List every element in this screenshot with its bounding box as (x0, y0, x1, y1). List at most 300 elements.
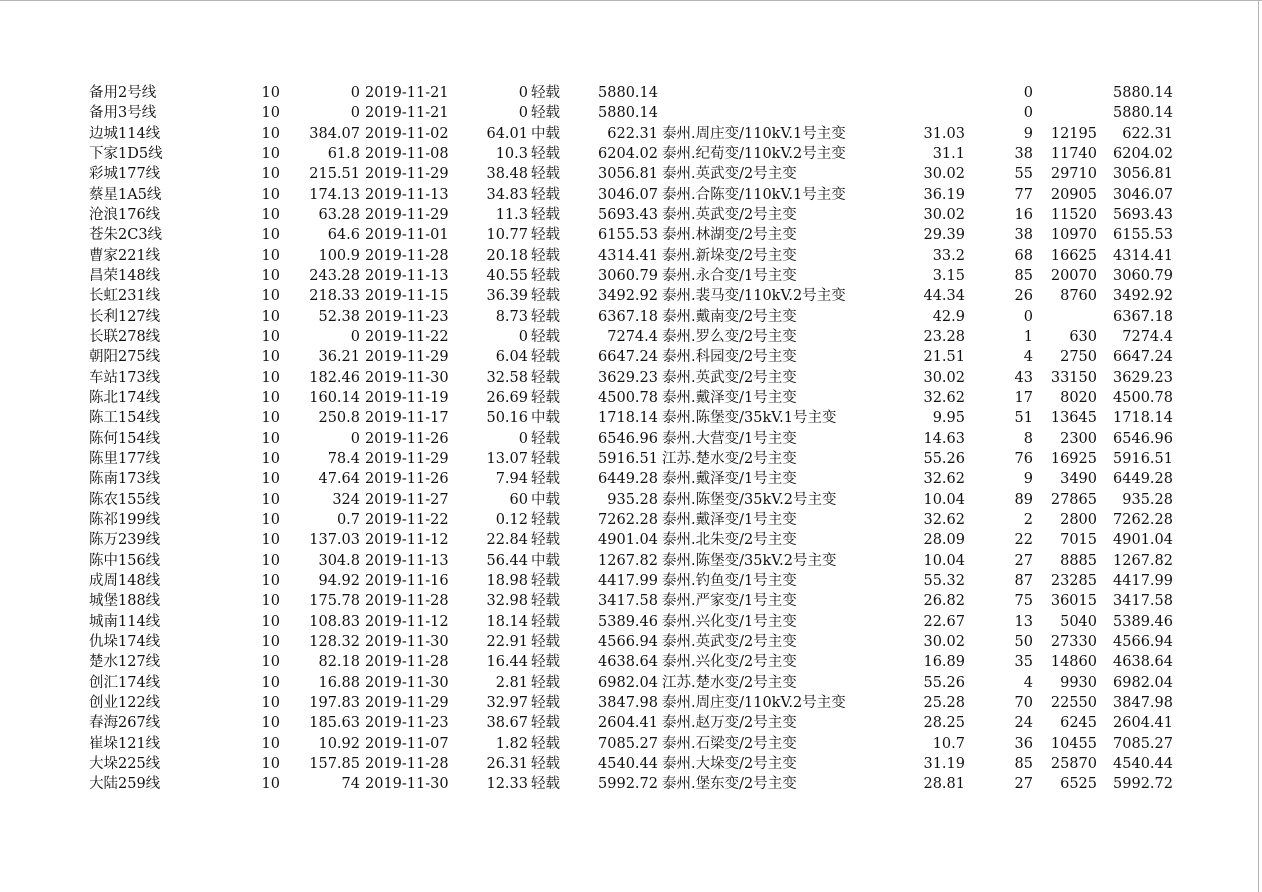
voltage-cell: 10 (261, 227, 280, 244)
load-status-cell: 轻载 (531, 145, 560, 162)
date-cell: 2019-11-08 (365, 145, 449, 162)
transformer-cell: 泰州.兴化变/2号主变 (662, 654, 797, 671)
capacity-cell: 6367.18 (598, 308, 658, 325)
voltage-cell: 10 (261, 715, 280, 732)
capacity-cell: 6546.96 (598, 430, 658, 447)
transformer-cell: 泰州.兴化变/1号主变 (662, 613, 797, 630)
current-cell: 304.8 (318, 552, 360, 569)
line-name-cell: 陈北174线 (89, 389, 161, 406)
table-row (0, 286, 1255, 306)
capacity-cell: 3046.07 (598, 186, 658, 203)
load-rate-cell: 32.98 (486, 593, 528, 610)
capacity-cell: 622.31 (607, 125, 658, 142)
available-capacity-cell: 5880.14 (1113, 85, 1173, 101)
user-count-cell: 22 (1014, 532, 1033, 549)
date-cell: 2019-11-22 (365, 511, 449, 528)
capacity-cell: 6155.53 (598, 227, 658, 244)
load-status-cell: 中载 (531, 552, 560, 569)
date-cell: 2019-11-13 (365, 552, 449, 569)
voltage-cell: 10 (261, 511, 280, 528)
transformer-cell: 泰州.大营变/1号主变 (662, 430, 797, 447)
voltage-cell: 10 (261, 247, 280, 264)
capacity-cell: 5693.43 (598, 206, 658, 223)
transformer-cell: 泰州.罗么变/2号主变 (662, 328, 797, 345)
line-name-cell: 长联278线 (89, 328, 161, 345)
line-name-cell: 边城114线 (89, 125, 161, 142)
user-capacity-cell: 2750 (1060, 349, 1097, 366)
load-status-cell: 轻载 (531, 430, 560, 447)
user-count-cell: 77 (1014, 186, 1033, 203)
user-capacity-cell: 11520 (1050, 206, 1097, 223)
voltage-cell: 10 (261, 735, 280, 752)
capacity-cell: 4566.94 (598, 633, 658, 650)
transformer-rate-cell: 10.04 (923, 491, 965, 508)
transformer-cell: 泰州.钓鱼变/1号主变 (662, 572, 797, 589)
load-rate-cell: 18.98 (486, 572, 528, 589)
line-name-cell: 楚水127线 (89, 654, 161, 671)
capacity-cell: 4417.99 (598, 572, 658, 589)
current-cell: 108.83 (309, 613, 360, 630)
date-cell: 2019-11-29 (365, 166, 449, 183)
load-rate-cell: 10.3 (495, 145, 528, 162)
load-rate-cell: 40.55 (486, 267, 528, 284)
available-capacity-cell: 4638.64 (1113, 654, 1173, 671)
load-rate-cell: 26.69 (486, 389, 528, 406)
load-rate-cell: 32.58 (486, 369, 528, 386)
load-status-cell: 轻载 (531, 593, 560, 610)
transformer-rate-cell: 22.67 (923, 613, 965, 630)
date-cell: 2019-11-12 (365, 613, 449, 630)
date-cell: 2019-11-12 (365, 532, 449, 549)
user-count-cell: 1 (1023, 328, 1033, 345)
user-capacity-cell: 3490 (1060, 471, 1097, 488)
user-count-cell: 35 (1014, 654, 1033, 671)
available-capacity-cell: 622.31 (1122, 125, 1173, 142)
available-capacity-cell: 6204.02 (1113, 145, 1173, 162)
transformer-cell: 泰州.科园变/2号主变 (662, 349, 797, 366)
user-capacity-cell: 8885 (1060, 552, 1097, 569)
voltage-cell: 10 (261, 166, 280, 183)
table-row (0, 490, 1255, 510)
voltage-cell: 10 (261, 349, 280, 366)
load-status-cell: 中载 (531, 410, 560, 427)
line-name-cell: 备用2号线 (89, 85, 157, 101)
date-cell: 2019-11-29 (365, 450, 449, 467)
load-status-cell: 轻载 (531, 105, 560, 122)
line-name-cell: 创业122线 (89, 694, 161, 711)
load-status-cell: 中载 (531, 491, 560, 508)
table-row (0, 591, 1255, 611)
table-row (0, 164, 1255, 184)
load-rate-cell: 7.94 (495, 471, 528, 488)
table-row (0, 693, 1255, 713)
transformer-cell: 泰州.戴南变/2号主变 (662, 308, 797, 325)
available-capacity-cell: 6367.18 (1113, 308, 1173, 325)
available-capacity-cell: 4566.94 (1113, 633, 1173, 650)
capacity-cell: 6982.04 (598, 674, 658, 691)
transformer-rate-cell: 31.19 (923, 755, 965, 772)
user-capacity-cell: 16625 (1050, 247, 1097, 264)
capacity-cell: 4638.64 (598, 654, 658, 671)
transformer-rate-cell: 31.1 (932, 145, 965, 162)
transformer-rate-cell: 30.02 (923, 166, 965, 183)
user-capacity-cell: 25870 (1050, 755, 1097, 772)
line-name-cell: 长利127线 (89, 308, 161, 325)
transformer-rate-cell: 26.82 (923, 593, 965, 610)
current-cell: 215.51 (309, 166, 360, 183)
load-status-cell: 轻载 (531, 186, 560, 203)
available-capacity-cell: 3492.92 (1113, 288, 1173, 305)
load-rate-cell: 22.84 (486, 532, 528, 549)
table-row (0, 449, 1255, 469)
user-capacity-cell: 13645 (1050, 410, 1097, 427)
transformer-rate-cell: 21.51 (923, 349, 965, 366)
line-name-cell: 仇垛174线 (89, 633, 161, 650)
capacity-cell: 4540.44 (598, 755, 658, 772)
table-row (0, 652, 1255, 672)
line-name-cell: 蔡星1A5线 (89, 186, 162, 203)
line-name-cell: 城堡188线 (89, 593, 161, 610)
voltage-cell: 10 (261, 206, 280, 223)
current-cell: 0 (350, 105, 360, 122)
available-capacity-cell: 4417.99 (1113, 572, 1173, 589)
transformer-rate-cell: 55.26 (923, 450, 965, 467)
load-rate-cell: 64.01 (486, 125, 528, 142)
transformer-cell: 泰州.北朱变/2号主变 (662, 532, 797, 549)
date-cell: 2019-11-01 (365, 227, 449, 244)
available-capacity-cell: 7262.28 (1113, 511, 1173, 528)
transformer-cell: 泰州.纪荀变/110kV.2号主变 (662, 145, 846, 162)
line-name-cell: 陈中156线 (89, 552, 161, 569)
user-count-cell: 26 (1014, 288, 1033, 305)
capacity-cell: 5389.46 (598, 613, 658, 630)
voltage-cell: 10 (261, 694, 280, 711)
transformer-cell: 泰州.严家变/1号主变 (662, 593, 797, 610)
user-count-cell: 38 (1014, 227, 1033, 244)
voltage-cell: 10 (261, 532, 280, 549)
current-cell: 10.92 (318, 735, 360, 752)
current-cell: 175.78 (309, 593, 360, 610)
user-count-cell: 8 (1023, 430, 1033, 447)
capacity-cell: 5880.14 (598, 105, 658, 122)
user-capacity-cell: 20070 (1050, 267, 1097, 284)
user-count-cell: 17 (1014, 389, 1033, 406)
user-capacity-cell: 10970 (1050, 227, 1097, 244)
voltage-cell: 10 (261, 633, 280, 650)
user-capacity-cell: 7015 (1060, 532, 1097, 549)
line-name-cell: 大陆259线 (89, 776, 161, 793)
user-count-cell: 13 (1014, 613, 1033, 630)
table-row (0, 83, 1255, 103)
available-capacity-cell: 3046.07 (1113, 186, 1173, 203)
date-cell: 2019-11-17 (365, 410, 449, 427)
capacity-cell: 4901.04 (598, 532, 658, 549)
transformer-cell: 泰州.新垛变/2号主变 (662, 247, 797, 264)
load-status-cell: 轻载 (531, 471, 560, 488)
available-capacity-cell: 7085.27 (1113, 735, 1173, 752)
load-status-cell: 轻载 (531, 227, 560, 244)
available-capacity-cell: 5916.51 (1113, 450, 1173, 467)
voltage-cell: 10 (261, 85, 280, 101)
user-count-cell: 70 (1014, 694, 1033, 711)
transformer-rate-cell: 3.15 (932, 267, 965, 284)
user-capacity-cell: 27330 (1050, 633, 1097, 650)
current-cell: 182.46 (309, 369, 360, 386)
table-row (0, 246, 1255, 266)
available-capacity-cell: 1718.14 (1113, 410, 1173, 427)
line-name-cell: 彩城177线 (89, 166, 161, 183)
user-count-cell: 55 (1014, 166, 1033, 183)
transformer-cell: 泰州.英武变/2号主变 (662, 166, 797, 183)
transformer-rate-cell: 25.28 (923, 694, 965, 711)
transformer-rate-cell: 10.04 (923, 552, 965, 569)
load-rate-cell: 38.48 (486, 166, 528, 183)
load-rate-cell: 60 (509, 491, 528, 508)
date-cell: 2019-11-30 (365, 369, 449, 386)
transformer-cell: 泰州.赵万变/2号主变 (662, 715, 797, 732)
load-rate-cell: 38.67 (486, 715, 528, 732)
voltage-cell: 10 (261, 613, 280, 630)
page-right-border (1258, 0, 1259, 892)
current-cell: 157.85 (309, 755, 360, 772)
line-name-cell: 备用3号线 (89, 105, 157, 122)
load-rate-cell: 36.39 (486, 288, 528, 305)
load-status-cell: 轻载 (531, 349, 560, 366)
capacity-cell: 6449.28 (598, 471, 658, 488)
available-capacity-cell: 5992.72 (1113, 776, 1173, 793)
voltage-cell: 10 (261, 267, 280, 284)
transformer-rate-cell: 31.03 (923, 125, 965, 142)
table-row (0, 225, 1255, 245)
voltage-cell: 10 (261, 776, 280, 793)
load-status-cell: 轻载 (531, 755, 560, 772)
load-status-cell: 轻载 (531, 613, 560, 630)
table-row (0, 673, 1255, 693)
voltage-cell: 10 (261, 328, 280, 345)
transformer-rate-cell: 36.19 (923, 186, 965, 203)
available-capacity-cell: 5880.14 (1113, 105, 1173, 122)
user-count-cell: 51 (1014, 410, 1033, 427)
current-cell: 185.63 (309, 715, 360, 732)
load-rate-cell: 22.91 (486, 633, 528, 650)
transformer-rate-cell: 30.02 (923, 633, 965, 650)
transformer-cell: 江苏.楚水变/2号主变 (662, 450, 797, 467)
date-cell: 2019-11-22 (365, 328, 449, 345)
available-capacity-cell: 6647.24 (1113, 349, 1173, 366)
load-rate-cell: 34.83 (486, 186, 528, 203)
load-status-cell: 轻载 (531, 206, 560, 223)
table-row (0, 144, 1255, 164)
user-capacity-cell: 5040 (1060, 613, 1097, 630)
date-cell: 2019-11-30 (365, 633, 449, 650)
current-cell: 0.7 (336, 511, 360, 528)
line-name-cell: 车站173线 (89, 369, 161, 386)
user-capacity-cell: 6245 (1060, 715, 1097, 732)
user-count-cell: 89 (1014, 491, 1033, 508)
available-capacity-cell: 7274.4 (1122, 328, 1173, 345)
available-capacity-cell: 5389.46 (1113, 613, 1173, 630)
load-status-cell: 轻载 (531, 288, 560, 305)
load-status-cell: 轻载 (531, 735, 560, 752)
table-row (0, 571, 1255, 591)
transformer-cell: 泰州.英武变/2号主变 (662, 369, 797, 386)
table-row (0, 266, 1255, 286)
load-rate-cell: 11.3 (495, 206, 528, 223)
user-capacity-cell: 12195 (1050, 125, 1097, 142)
current-cell: 128.32 (309, 633, 360, 650)
voltage-cell: 10 (261, 552, 280, 569)
transformer-cell: 泰州.陈堡变/35kV.2号主变 (662, 552, 837, 569)
user-capacity-cell: 10455 (1050, 735, 1097, 752)
user-capacity-cell: 27865 (1050, 491, 1097, 508)
date-cell: 2019-11-26 (365, 471, 449, 488)
voltage-cell: 10 (261, 755, 280, 772)
table-row (0, 103, 1255, 123)
current-cell: 174.13 (309, 186, 360, 203)
date-cell: 2019-11-13 (365, 186, 449, 203)
voltage-cell: 10 (261, 410, 280, 427)
load-rate-cell: 12.33 (486, 776, 528, 793)
user-count-cell: 9 (1023, 471, 1033, 488)
transformer-rate-cell: 29.39 (923, 227, 965, 244)
date-cell: 2019-11-27 (365, 491, 449, 508)
load-rate-cell: 6.04 (495, 349, 528, 366)
voltage-cell: 10 (261, 145, 280, 162)
current-cell: 0 (350, 430, 360, 447)
current-cell: 16.88 (318, 674, 360, 691)
transformer-cell: 泰州.戴泽变/1号主变 (662, 511, 797, 528)
transformer-rate-cell: 10.7 (932, 735, 965, 752)
current-cell: 63.28 (318, 206, 360, 223)
voltage-cell: 10 (261, 369, 280, 386)
load-rate-cell: 0 (518, 85, 528, 101)
user-capacity-cell: 2800 (1060, 511, 1097, 528)
load-rate-cell: 18.14 (486, 613, 528, 630)
user-count-cell: 2 (1023, 511, 1033, 528)
line-name-cell: 成周148线 (89, 572, 161, 589)
user-capacity-cell: 630 (1069, 328, 1097, 345)
transformer-cell: 泰州.英武变/2号主变 (662, 206, 797, 223)
date-cell: 2019-11-13 (365, 267, 449, 284)
capacity-cell: 3629.23 (598, 369, 658, 386)
date-cell: 2019-11-16 (365, 572, 449, 589)
table-row (0, 551, 1255, 571)
transformer-cell: 泰州.周庄变/110kV.2号主变 (662, 694, 846, 711)
transformer-rate-cell: 28.81 (923, 776, 965, 793)
transformer-cell: 泰州.堡东变/2号主变 (662, 776, 797, 793)
transformer-rate-cell: 16.89 (923, 654, 965, 671)
user-capacity-cell: 22550 (1050, 694, 1097, 711)
load-status-cell: 轻载 (531, 369, 560, 386)
date-cell: 2019-11-26 (365, 430, 449, 447)
current-cell: 324 (332, 491, 360, 508)
current-cell: 0 (350, 85, 360, 101)
voltage-cell: 10 (261, 186, 280, 203)
capacity-cell: 7274.4 (607, 328, 658, 345)
date-cell: 2019-11-29 (365, 694, 449, 711)
date-cell: 2019-11-07 (365, 735, 449, 752)
load-status-cell: 轻载 (531, 654, 560, 671)
load-status-cell: 轻载 (531, 328, 560, 345)
capacity-cell: 3492.92 (598, 288, 658, 305)
capacity-cell: 6204.02 (598, 145, 658, 162)
load-rate-cell: 0.12 (495, 511, 528, 528)
date-cell: 2019-11-28 (365, 654, 449, 671)
capacity-cell: 5880.14 (598, 85, 658, 101)
voltage-cell: 10 (261, 450, 280, 467)
user-capacity-cell: 29710 (1050, 166, 1097, 183)
current-cell: 243.28 (309, 267, 360, 284)
load-status-cell: 轻载 (531, 166, 560, 183)
transformer-rate-cell: 30.02 (923, 369, 965, 386)
user-count-cell: 16 (1014, 206, 1033, 223)
load-status-cell: 轻载 (531, 389, 560, 406)
load-rate-cell: 20.18 (486, 247, 528, 264)
transformer-cell: 泰州.裴马变/110kV.2号主变 (662, 288, 846, 305)
load-status-cell: 轻载 (531, 674, 560, 691)
line-name-cell: 朝阳275线 (89, 349, 161, 366)
capacity-cell: 4314.41 (598, 247, 658, 264)
voltage-cell: 10 (261, 471, 280, 488)
available-capacity-cell: 935.28 (1122, 491, 1173, 508)
current-cell: 74 (341, 776, 360, 793)
user-count-cell: 24 (1014, 715, 1033, 732)
table-row (0, 530, 1255, 550)
transformer-rate-cell: 23.28 (923, 328, 965, 345)
load-status-cell: 轻载 (531, 776, 560, 793)
capacity-cell: 7262.28 (598, 511, 658, 528)
available-capacity-cell: 1267.82 (1113, 552, 1173, 569)
user-capacity-cell: 23285 (1050, 572, 1097, 589)
transformer-rate-cell: 28.09 (923, 532, 965, 549)
load-status-cell: 轻载 (531, 450, 560, 467)
current-cell: 197.83 (309, 694, 360, 711)
available-capacity-cell: 6155.53 (1113, 227, 1173, 244)
table-row (0, 185, 1255, 205)
table-row (0, 429, 1255, 449)
date-cell: 2019-11-30 (365, 776, 449, 793)
capacity-cell: 1718.14 (598, 410, 658, 427)
user-capacity-cell: 14860 (1050, 654, 1097, 671)
load-rate-cell: 0 (518, 430, 528, 447)
load-rate-cell: 13.07 (486, 450, 528, 467)
available-capacity-cell: 6982.04 (1113, 674, 1173, 691)
line-name-cell: 春海267线 (89, 715, 161, 732)
page-top-border (0, 0, 1262, 1)
capacity-cell: 6647.24 (598, 349, 658, 366)
load-status-cell: 轻载 (531, 267, 560, 284)
user-capacity-cell: 2300 (1060, 430, 1097, 447)
load-status-cell: 轻载 (531, 511, 560, 528)
table-row (0, 754, 1255, 774)
load-rate-cell: 50.16 (486, 410, 528, 427)
voltage-cell: 10 (261, 572, 280, 589)
capacity-cell: 3847.98 (598, 694, 658, 711)
voltage-cell: 10 (261, 430, 280, 447)
capacity-cell: 2604.41 (598, 715, 658, 732)
transformer-cell: 泰州.大垛变/2号主变 (662, 755, 797, 772)
table-row (0, 469, 1255, 489)
table-row (0, 734, 1255, 754)
available-capacity-cell: 4540.44 (1113, 755, 1173, 772)
date-cell: 2019-11-30 (365, 674, 449, 691)
date-cell: 2019-11-28 (365, 755, 449, 772)
transformer-rate-cell: 30.02 (923, 206, 965, 223)
load-status-cell: 轻载 (531, 633, 560, 650)
available-capacity-cell: 3417.58 (1113, 593, 1173, 610)
user-count-cell: 50 (1014, 633, 1033, 650)
transformer-rate-cell: 32.62 (923, 389, 965, 406)
